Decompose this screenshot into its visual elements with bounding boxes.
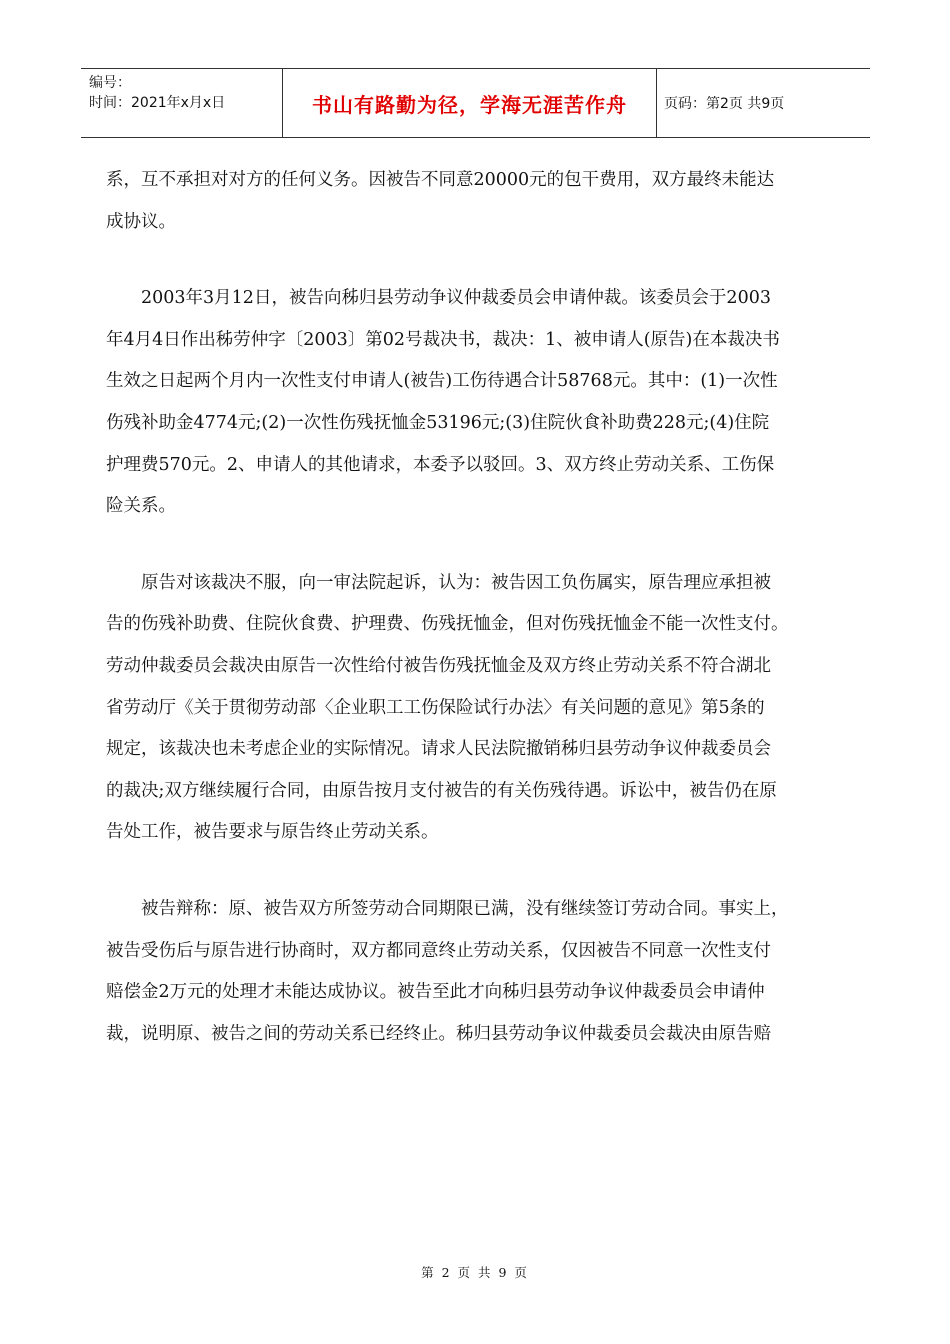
text-line: 险关系。 <box>106 496 176 517</box>
text-line: 的裁决;双方继续履行合同，由原告按月支付被告的有关伤残待遇。诉讼中，被告仍在原 <box>106 780 777 801</box>
page-footer: 第 2 页 共 9 页 <box>421 1265 529 1280</box>
doc-number-label: 编号： <box>89 75 131 91</box>
text-line: 告处工作，被告要求与原告终止劳动关系。 <box>106 822 439 843</box>
header-page-info: 页码：第2页 共9页 <box>664 96 785 112</box>
paragraph-2 <box>106 278 846 528</box>
header-motto: 书山有路勤为径，学海无涯苦作舟 <box>283 69 657 137</box>
text-line: 被告辩称：原、被告双方所签劳动合同期限已满，没有继续签订劳动合同。事实上， <box>106 898 789 919</box>
header-table <box>81 68 870 138</box>
text-line: 伤残补助金4774元;(2)一次性伤残抚恤金53196元;(3)住院伙食补助费228元;(4)住院 <box>106 412 770 433</box>
text-line: 原告对该裁决不服，向一审法院起诉，认为：被告因工负伤属实，原告理应承担被 <box>106 572 771 593</box>
text-line: 告的伤残补助费、住院伙食费、护理费、伤残抚恤金，但对伤残抚恤金不能一次性支付。 <box>106 614 789 635</box>
doc-date: 时间：2021年x月x日 <box>89 95 226 111</box>
text-line: 系，互不承担对对方的任何义务。因被告不同意20000元的包干费用，双方最终未能达 <box>106 170 775 190</box>
text-line: 裁，说明原、被告之间的劳动关系已经终止。秭归县劳动争议仲裁委员会裁决由原告赔 <box>106 1023 771 1044</box>
text-line: 赔偿金2万元的处理才未能达成协议。被告至此才向秭归县劳动争议仲裁委员会申请仲 <box>106 982 765 1003</box>
header-meta-cell <box>81 69 283 137</box>
text-line: 年4月4日作出秭劳仲字〔2003〕第02号裁决书，裁决：1、被申请人(原告)在本裁决书 <box>106 329 780 350</box>
document-body <box>106 160 846 1090</box>
text-line: 劳动仲裁委员会裁决由原告一次性给付被告伤残抚恤金及双方终止劳动关系不符合湖北 <box>106 655 771 676</box>
text-line: 被告受伤后与原告进行协商时，双方都同意终止劳动关系，仅因被告不同意一次性支付 <box>106 940 771 961</box>
text-line: 2003年3月12日，被告向秭归县劳动争议仲裁委员会申请仲裁。该委员会于2003 <box>106 288 771 309</box>
text-line: 护理费570元。2、申请人的其他请求，本委予以驳回。3、双方终止劳动关系、工伤保 <box>106 454 775 475</box>
text-line: 规定，该裁决也未考虑企业的实际情况。请求人民法院撤销秭归县劳动争议仲裁委员会 <box>106 739 771 760</box>
paragraph-1 <box>106 160 846 243</box>
paragraph-3 <box>106 563 846 854</box>
text-line: 省劳动厅《关于贯彻劳动部〈企业职工工伤保险试行办法〉有关问题的意见》第5条的 <box>106 697 765 718</box>
paragraph-4 <box>106 889 846 1055</box>
text-line: 成协议。 <box>106 211 176 232</box>
text-line: 生效之日起两个月内一次性支付申请人(被告)工伤待遇合计58768元。其中：(1)一次性 <box>106 371 778 392</box>
